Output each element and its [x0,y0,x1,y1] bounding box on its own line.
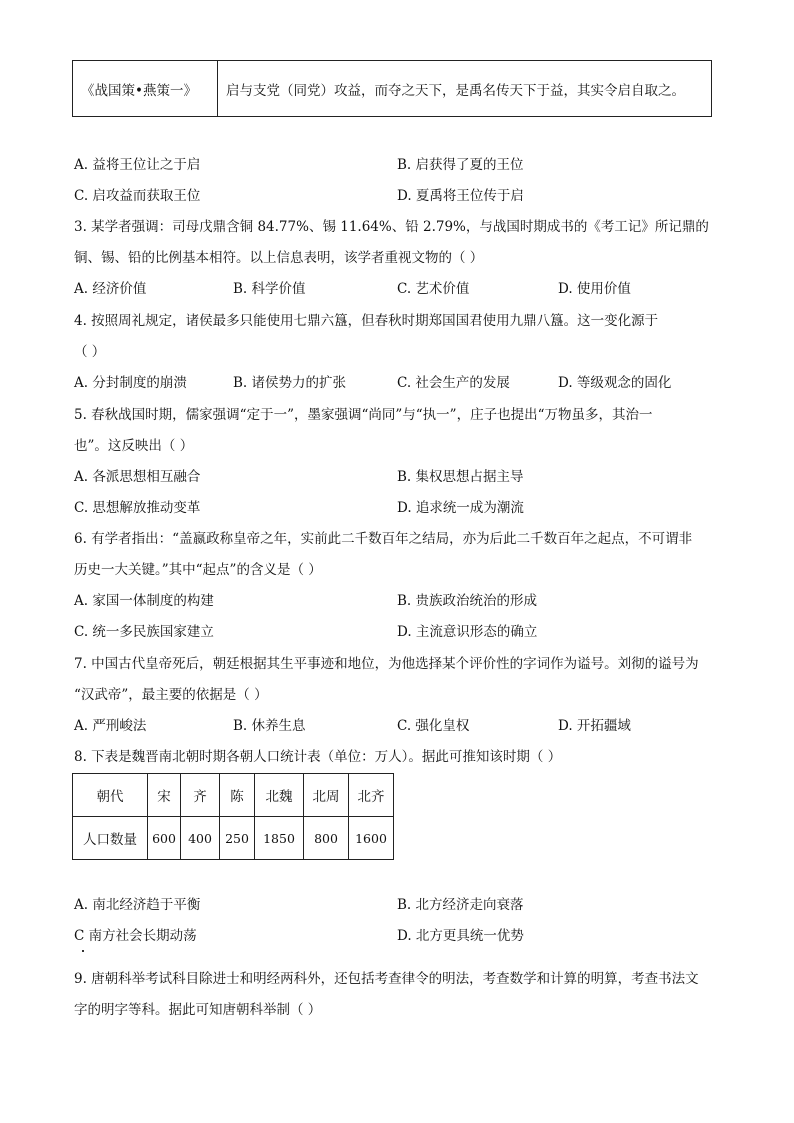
dynasty-cell: 陈 [220,774,255,817]
q9-stem-line2: 字的明字等科。据此可知唐朝科举制（ ） [74,1002,322,1018]
q3-option-a: A. 经济价值 [74,281,147,297]
q4-option-b: B. 诸侯势力的扩张 [233,375,347,391]
q6-option-a: A. 家国一体制度的构建 [74,593,214,609]
q2-option-b: B. 启获得了夏的王位 [397,157,524,173]
q5-stem-line1: 5. 春秋战国时期，儒家强调“定于一”，墨家强调“尚同”与“执一”，庄子也提出“万物虽多，其治一 [74,407,653,423]
q6-option-d: D. 主流意识形态的确立 [397,624,538,640]
population-cell: 250 [220,817,255,860]
population-cell: 400 [181,817,220,860]
q4-option-d: D. 等级观念的固化 [558,375,672,391]
q5-option-c: C. 思想解放推动变革 [74,500,201,516]
stray-dot [82,950,84,952]
q2-option-a: A. 益将王位让之于启 [74,157,201,173]
source-cell-title: 《战国策•燕策一》 [73,61,218,117]
q3-option-b: B. 科学价值 [233,281,306,297]
q4-stem-line2: （ ） [74,344,106,360]
table-row-population [73,817,394,860]
q8-option-a: A. 南北经济趋于平衡 [74,897,201,913]
q4-option-a: A. 分封制度的崩溃 [74,375,187,391]
population-cell: 800 [304,817,349,860]
q7-stem-line2: “汉武帝”，最主要的依据是（ ） [74,687,268,703]
source-cell-quote: 启与支党（同党）攻益，而夺之天下，是禹名传天下于益，其实令启自取之。 [218,61,712,117]
q2-option-d: D. 夏禹将王位传于启 [397,188,524,204]
q7-option-d: D. 开拓疆域 [558,718,631,734]
q7-option-b: B. 休养生息 [233,718,306,734]
q8-option-b: B. 北方经济走向衰落 [397,897,524,913]
q3-option-d: D. 使用价值 [558,281,631,297]
q4-stem-line1: 4. 按照周礼规定，诸侯最多只能使用七鼎六簋，但春秋时期郑国国君使用九鼎八簋。这一变化源于 [74,313,659,329]
q7-option-c: C. 强化皇权 [397,718,470,734]
population-table [72,773,394,860]
q5-stem-line2: 也”。这反映出（ ） [74,438,194,454]
q6-option-c: C. 统一多民族国家建立 [74,624,214,640]
dynasty-cell: 北齐 [349,774,394,817]
population-cell: 1600 [349,817,394,860]
q8-option-c: C 南方社会长期动荡 [74,928,197,944]
header-cell: 朝代 [73,774,148,817]
dynasty-cell: 宋 [148,774,181,817]
q5-option-b: B. 集权思想占据主导 [397,469,524,485]
header-cell: 人口数量 [73,817,148,860]
q7-option-a: A. 严刑峻法 [74,718,147,734]
q8-stem-line1: 8. 下表是魏晋南北朝时期各朝人口统计表（单位：万人）。据此可推知该时期（ ） [74,749,562,765]
q4-option-c: C. 社会生产的发展 [397,375,510,391]
q6-stem-line2: 历史一大关键。”其中“起点”的含义是（ ） [74,562,322,578]
q8-option-d: D. 北方更具统一优势 [397,928,524,944]
q6-option-b: B. 贵族政治统治的形成 [397,593,538,609]
dynasty-cell: 北魏 [255,774,304,817]
q6-stem-line1: 6. 有学者指出：“盖嬴政称皇帝之年，实前此二千数百年之结局，亦为后此二千数百年之起点，不可谓非 [74,531,693,547]
q9-stem-line1: 9. 唐朝科举考试科目除进士和明经两科外，还包括考查律令的明法，考查数学和计算的明算，考查书法文 [74,971,699,987]
dynasty-cell: 齐 [181,774,220,817]
population-cell: 1850 [255,817,304,860]
source-table [72,60,712,117]
q3-stem-line1: 3. 某学者强调：司母戊鼎含铜 84.77%、锡 11.64%、铅 2.79%，与战国时期成书的《考工记》所记鼎的 [74,219,709,235]
q7-stem-line1: 7. 中国古代皇帝死后，朝廷根据其生平事迹和地位，为他选择某个评价性的字词作为谥号。刘彻的谥号为 [74,656,699,672]
q3-stem-line2: 铜、锡、铅的比例基本相符。以上信息表明，该学者重视文物的（ ） [74,250,484,266]
table-row-dynasty [73,774,394,817]
q3-option-c: C. 艺术价值 [397,281,470,297]
q5-option-d: D. 追求统一成为潮流 [397,500,524,516]
population-cell: 600 [148,817,181,860]
q5-option-a: A. 各派思想相互融合 [74,469,201,485]
q2-option-c: C. 启攻益而获取王位 [74,188,201,204]
dynasty-cell: 北周 [304,774,349,817]
